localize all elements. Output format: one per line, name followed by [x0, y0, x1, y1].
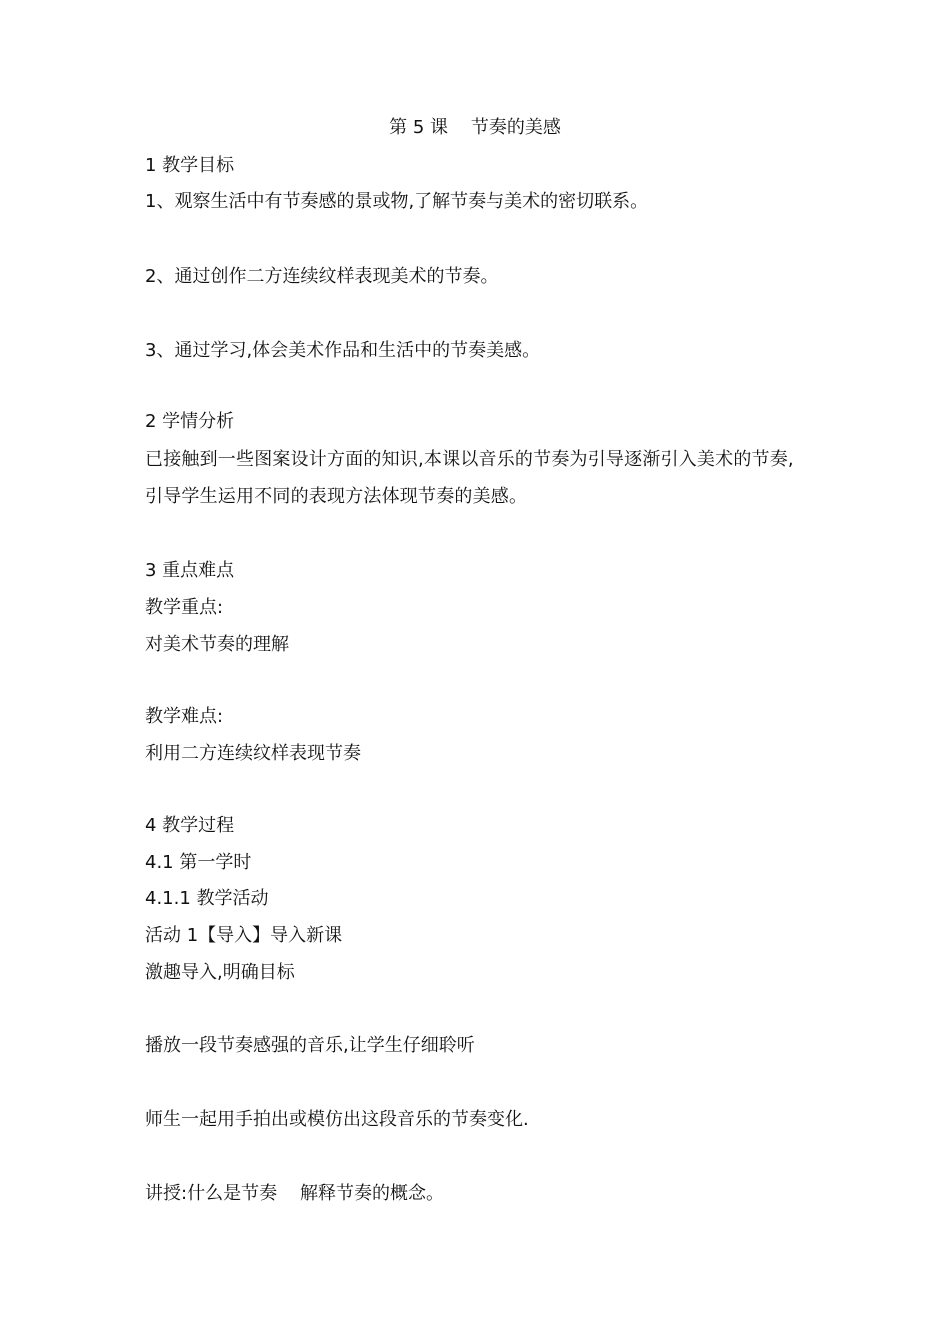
process-heading: 4 教学过程	[145, 815, 235, 836]
objective-item-2: 2、通过创作二方连续纹样表现美术的节奏。	[145, 266, 499, 287]
analysis-heading: 2 学情分析	[145, 411, 235, 432]
process-subheading-2: 4.1.1 教学活动	[145, 888, 269, 909]
process-line-2: 播放一段节奏感强的音乐,让学生仔细聆听	[145, 1035, 475, 1056]
objective-item-3: 3、通过学习,体会美术作品和生活中的节奏美感。	[145, 340, 541, 361]
process-line-1: 激趣导入,明确目标	[145, 962, 295, 983]
focus-text: 对美术节奏的理解	[145, 634, 289, 655]
activity-title: 活动 1【导入】导入新课	[145, 925, 343, 946]
key-points-heading: 3 重点难点	[145, 560, 235, 581]
process-subheading-1: 4.1 第一学时	[145, 852, 252, 873]
lesson-title: 第 5 课 节奏的美感	[389, 117, 561, 138]
process-line-3: 师生一起用手拍出或模仿出这段音乐的节奏变化.	[145, 1109, 529, 1130]
process-line-4: 讲授:什么是节奏 解释节奏的概念。	[145, 1183, 444, 1204]
focus-label: 教学重点:	[145, 597, 224, 618]
analysis-paragraph: 已接触到一些图案设计方面的知识,本课以音乐的节奏为引导逐渐引入美术的节奏,引导学生运用不同的表现方法体现节奏的美感。	[145, 449, 794, 507]
difficulty-label: 教学难点:	[145, 706, 224, 727]
objective-item-1: 1、观察生活中有节奏感的景或物,了解节奏与美术的密切联系。	[145, 191, 649, 212]
objectives-heading: 1 教学目标	[145, 155, 235, 176]
difficulty-text: 利用二方连续纹样表现节奏	[145, 743, 361, 764]
